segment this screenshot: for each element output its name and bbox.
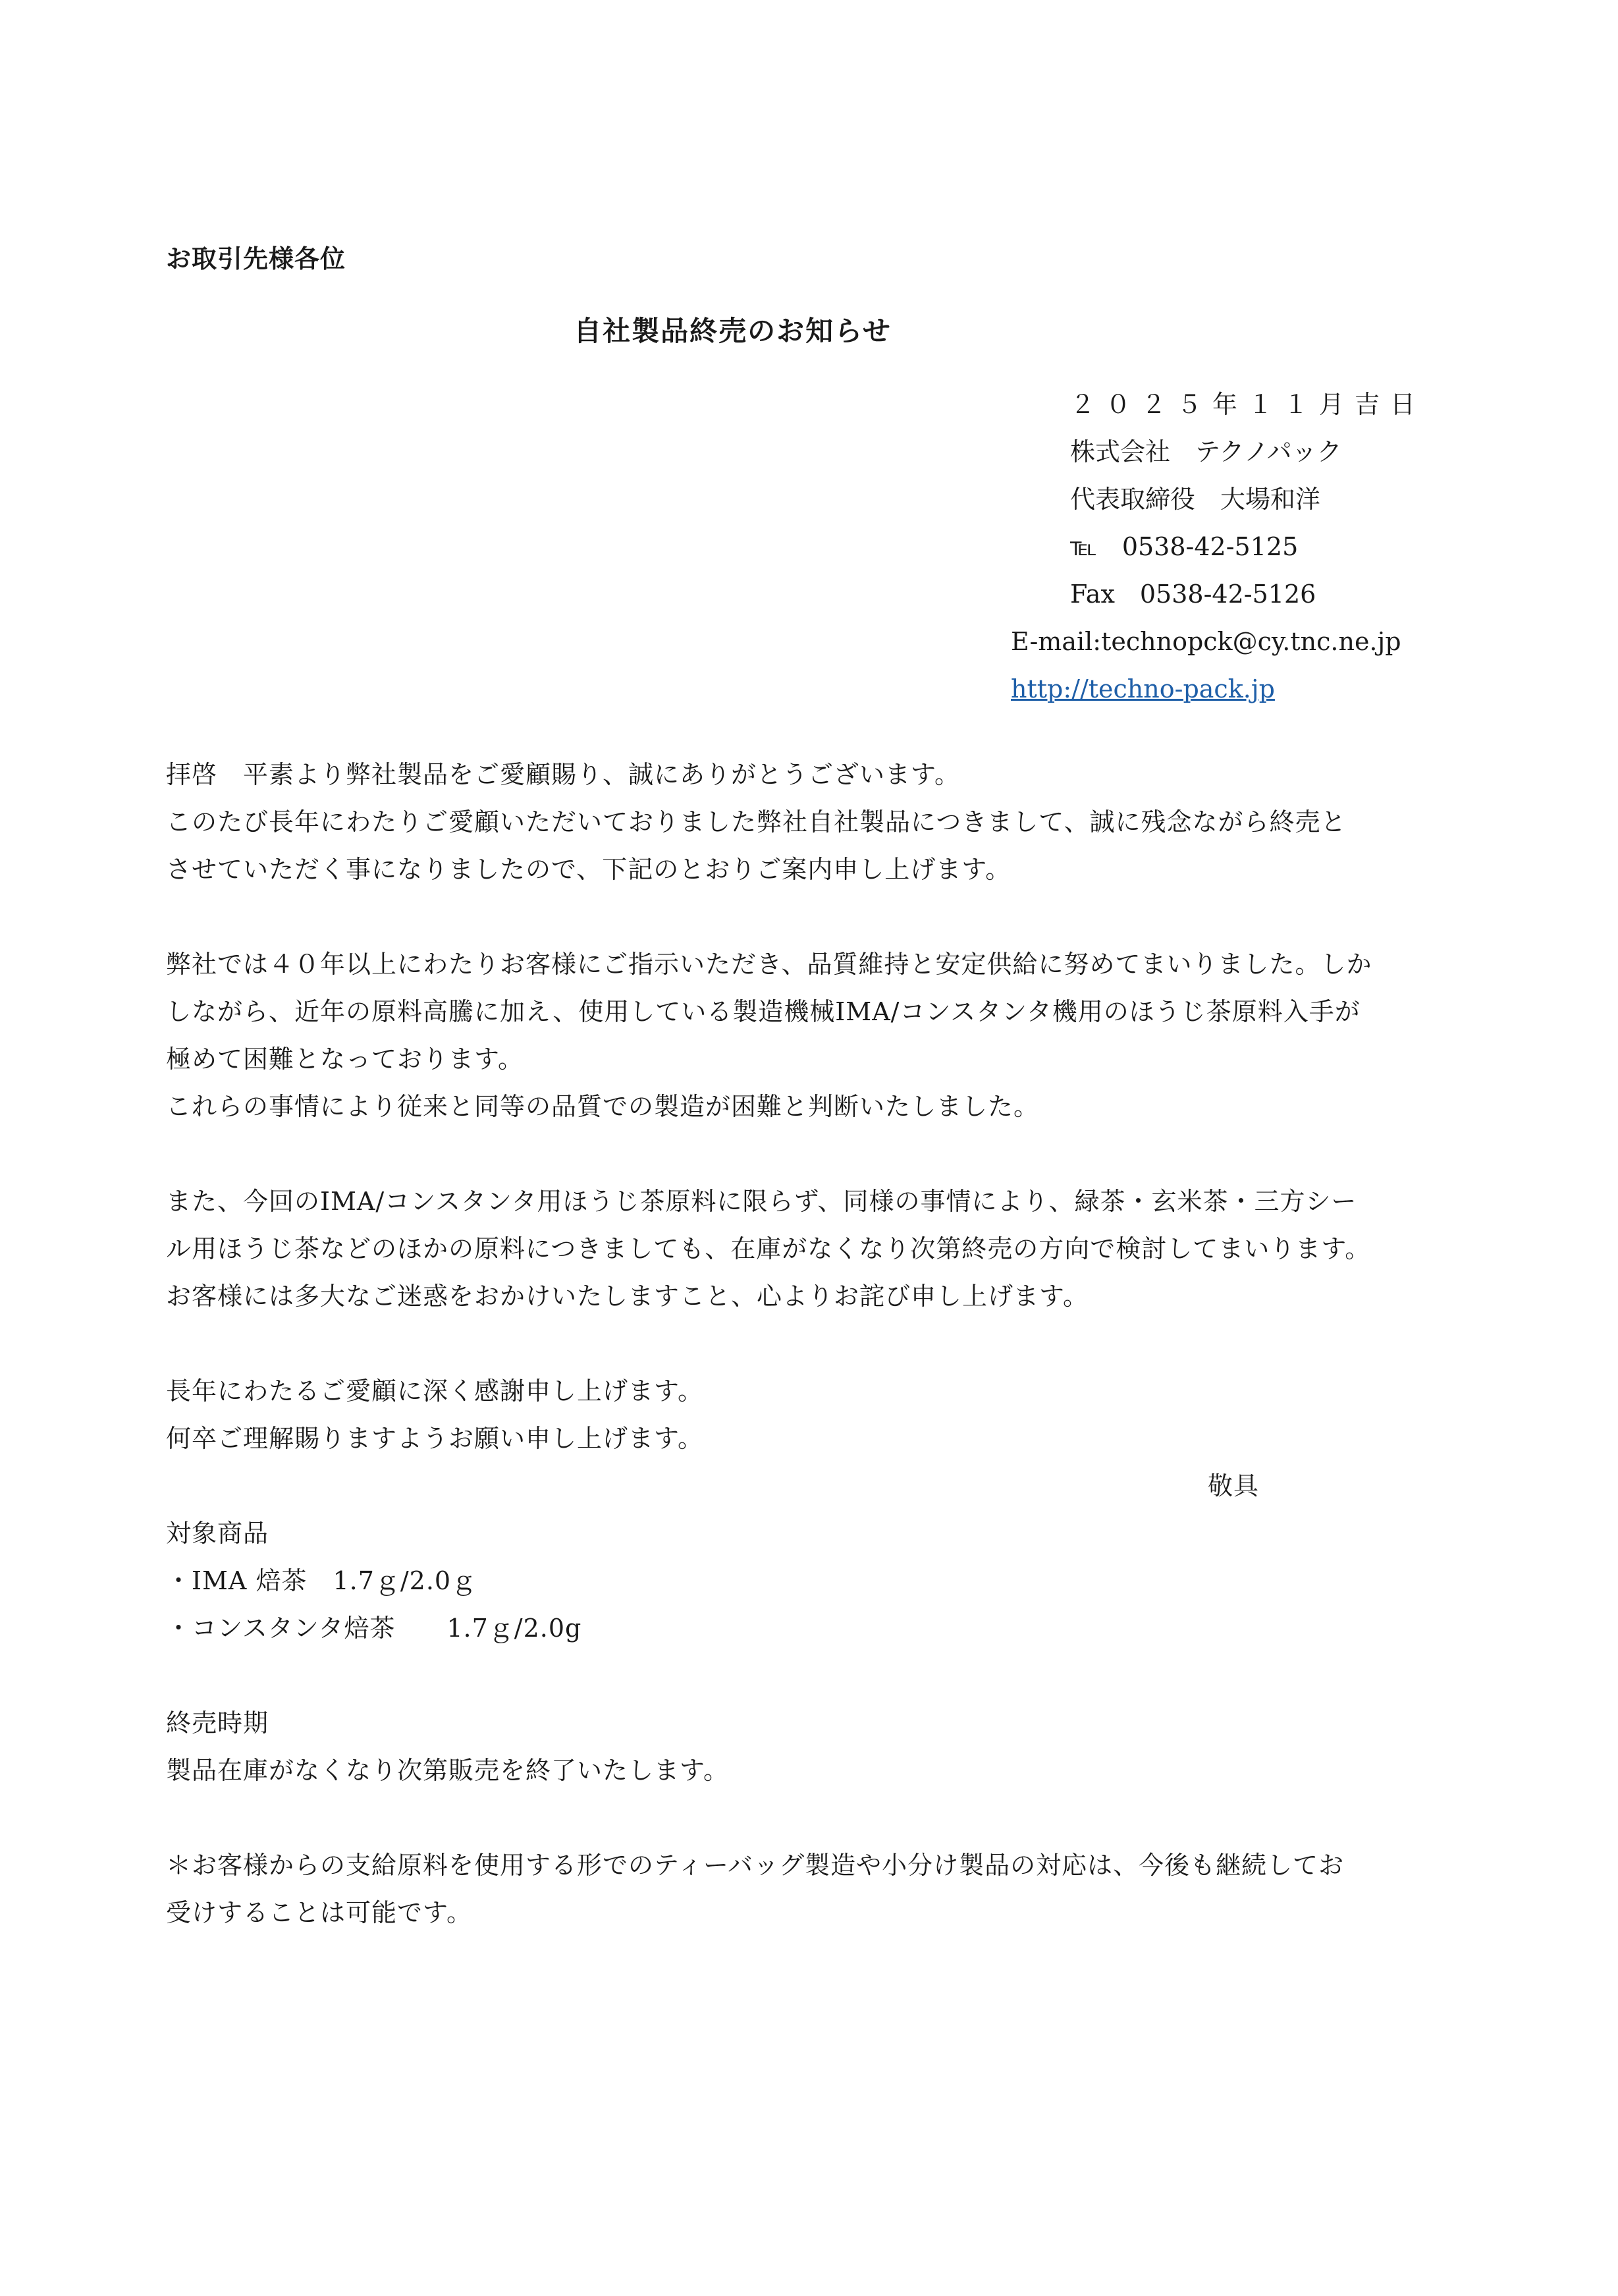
note-line: 受けすることは可能です。 xyxy=(166,1898,472,1927)
product-item: ・IMA 焙茶 1.7ｇ/2.0ｇ xyxy=(166,1566,477,1595)
end-of-sale-text: 製品在庫がなくなり次第販売を終了いたします。 xyxy=(166,1756,729,1785)
body-line: これらの事情により従来と同等の品質での製造が困難と判断いたしました。 xyxy=(166,1092,1040,1121)
date: ２０２５年１１月吉日 xyxy=(1070,390,1426,419)
tel-number: ℡ 0538-42-5125 xyxy=(1070,532,1299,561)
body-line: お客様には多大なご迷惑をおかけいたしますこと、心よりお詫び申し上げます。 xyxy=(166,1282,1089,1311)
body-line: 極めて困難となっております。 xyxy=(166,1045,524,1074)
body-line: 弊社では４０年以上にわたりお客様にご指示いただき、品質維持と安定供給に努めてまいりました。しか xyxy=(166,950,1372,979)
body-line: このたび長年にわたりご愛顧いただいておりました弊社自社製品につきまして、誠に残念ながら終売と xyxy=(166,807,1347,836)
note-line: ＊お客様からの支給原料を使用する形でのティーバッグ製造や小分け製品の対応は、今後も継続してお xyxy=(166,1851,1345,1880)
letter-body xyxy=(166,751,1437,1936)
body-line: 何卒ご理解賜りますようお願い申し上げます。 xyxy=(166,1424,703,1453)
email-address: E-mail:technopck@cy.tnc.ne.jp xyxy=(1011,627,1401,656)
product-item: ・コンスタンタ焙茶 1.7ｇ/2.0g xyxy=(166,1614,582,1643)
document-title: 自社製品終売のお知らせ xyxy=(574,315,892,347)
body-line: 長年にわたるご愛顧に深く感謝申し上げます。 xyxy=(166,1377,703,1406)
greeting-line: 拝啓 平素より弊社製品をご愛顧賜り、誠にありがとうございます。 xyxy=(166,760,960,789)
products-heading: 対象商品 xyxy=(166,1519,269,1548)
closing-phrase: 敬具 xyxy=(1207,1471,1259,1500)
addressee: お取引先様各位 xyxy=(166,244,346,273)
representative: 代表取締役 大場和洋 xyxy=(1070,485,1321,514)
sender-block xyxy=(1011,381,1426,713)
body-line: しながら、近年の原料高騰に加え、使用している製造機械IMA/コンスタンタ機用のほうじ茶原料入手が xyxy=(166,997,1361,1026)
body-line: また、今回のIMA/コンスタンタ用ほうじ茶原料に限らず、同様の事情により、緑茶・玄米茶・三方シー xyxy=(166,1187,1357,1216)
company-name: 株式会社 テクノパック xyxy=(1070,437,1342,466)
end-of-sale-heading: 終売時期 xyxy=(166,1708,269,1737)
body-line: ル用ほうじ茶などのほかの原料につきましても、在庫がなくなり次第終売の方向で検討してまいります。 xyxy=(166,1234,1371,1263)
website-link[interactable]: http://techno-pack.jp xyxy=(1011,674,1275,703)
body-line: させていただく事になりましたので、下記のとおりご案内申し上げます。 xyxy=(166,855,1011,884)
fax-number: Fax 0538-42-5126 xyxy=(1070,580,1316,609)
